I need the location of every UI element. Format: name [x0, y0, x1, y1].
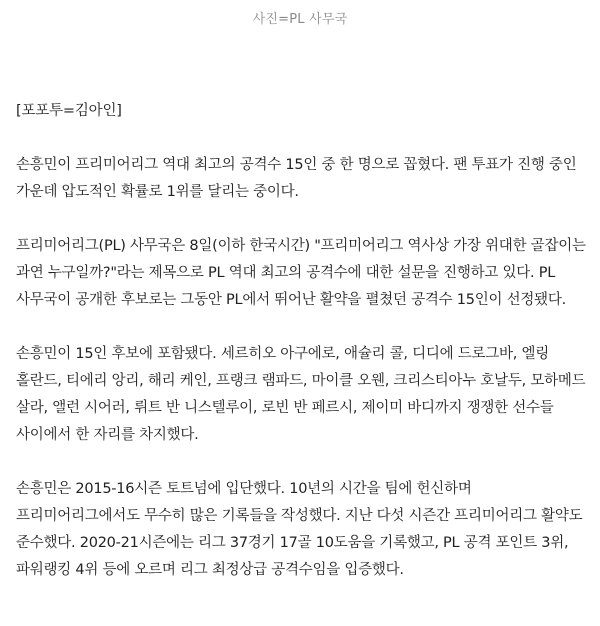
- article-paragraph-2: 프리미어리그(PL) 사무국은 8일(이하 한국시간) "프리미어리그 역사상 가장 위대한 골잡이는 과연 누구일까?"라는 제목으로 PL 역대 최고의 공격수에 대한 설문을 진행하고 있다. PL 사무국이 공개한 후보로는 그동안 PL에서 뛰어난 활약을 펼쳤던 공격수 15인이 선정됐다.: [16, 238, 586, 308]
- article-paragraph-3: 손흥민이 15인 후보에 포함됐다. 세르히오 아구에로, 애슐리 콜, 디디에 드로그바, 엘링 홀란드, 티에리 앙리, 해리 케인, 프랭크 램파드, 마이클 오웬, 크리스티아누 호날두, 모하메드 살라, 앨런 시어러, 뤼트 반 니스텔루이, 로빈 반 페르시, 제이미 바디까지 쟁쟁한 선수들 사이에서 한 자리를 차지했다.: [16, 346, 586, 443]
- image-caption: 사진=PL 사무국: [252, 12, 348, 27]
- article-paragraph-1: 손흥민이 프리미어리그 역대 최고의 공격수 15인 중 한 명으로 꼽혔다. 팬 투표가 진행 중인 가운데 압도적인 확률로 1위를 달리는 중이다.: [16, 157, 577, 200]
- article-body: [16, 98, 592, 584]
- byline: [포포투=김아인]: [16, 103, 122, 119]
- article-paragraph-4: 손흥민은 2015-16시즌 토트넘에 입단했다. 10년의 시간을 팀에 헌신하며 프리미어리그에서도 무수히 많은 기록들을 작성했다. 지난 다섯 시즌간 프리미어리그 활약도 준수했다. 2020-21시즌에는 리그 37경기 17골 10도움을 기록했고, PL 공격 포인트 3위, 파워랭킹 4위 등에 오르며 리그 최정상급 공격수임을 입증했다.: [16, 481, 583, 578]
